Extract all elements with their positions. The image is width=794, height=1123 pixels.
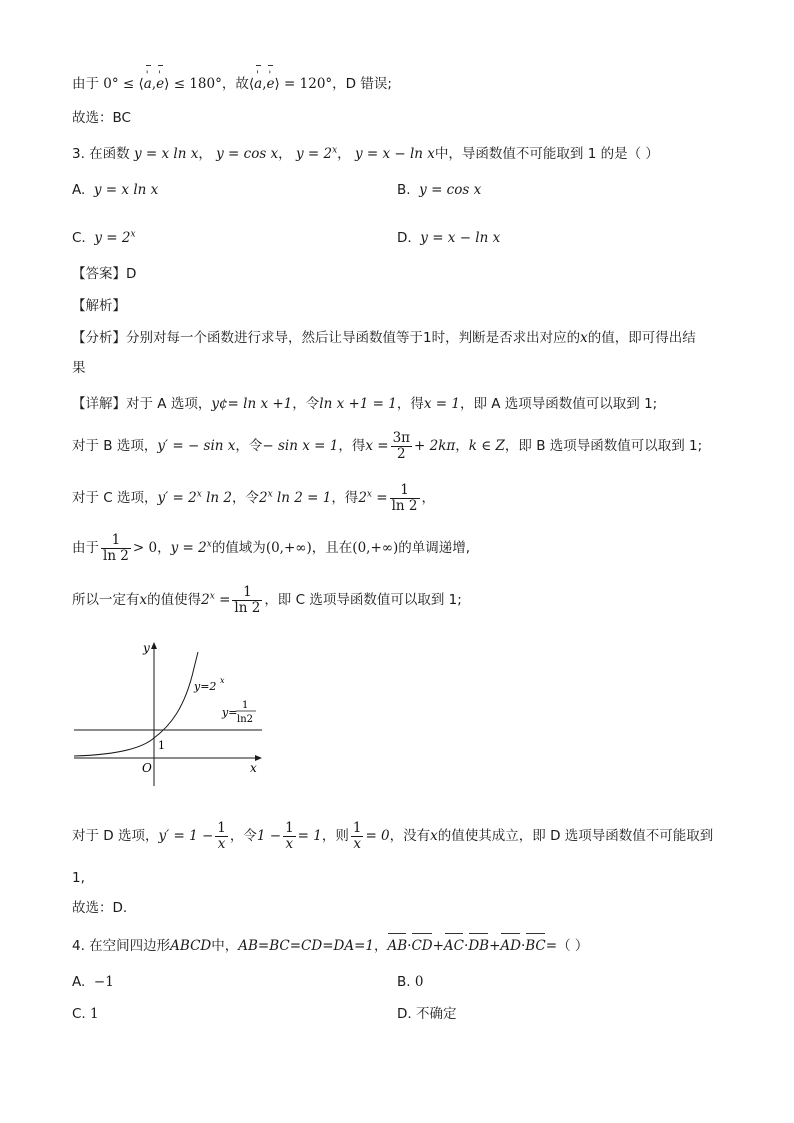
math: = bbox=[214, 592, 231, 608]
math: · bbox=[520, 938, 526, 954]
vector-bc: BC bbox=[525, 938, 546, 954]
text: ，即 C 选项导函数值可以取到 1; bbox=[264, 592, 462, 608]
detail-option-d bbox=[72, 816, 713, 856]
fraction bbox=[351, 821, 364, 852]
math: ⟩ = 120° bbox=[274, 76, 333, 92]
text: 3. 在函数 bbox=[72, 146, 130, 162]
detail-option-a bbox=[72, 394, 657, 414]
text: 4. 在空间四边形 bbox=[72, 938, 171, 954]
fraction bbox=[390, 483, 420, 514]
option-label: D. bbox=[397, 230, 412, 246]
text: 【详解】对于 A 选项， bbox=[72, 396, 212, 412]
text: 中， bbox=[211, 938, 239, 954]
option-label: A. bbox=[72, 974, 86, 990]
answer-label: 【答案】D bbox=[72, 266, 137, 282]
vector-e: ' e bbox=[266, 74, 274, 94]
numerator: 1 bbox=[352, 819, 362, 836]
math: ln 2 = 1 bbox=[272, 490, 332, 506]
text: ，且在 bbox=[311, 540, 353, 556]
math: y = 2 bbox=[170, 540, 207, 556]
text: ， bbox=[198, 146, 212, 162]
y-axis-arrow bbox=[151, 642, 157, 649]
x-axis-label: x bbox=[250, 761, 257, 775]
option-d bbox=[397, 228, 500, 248]
vector-ab: AB bbox=[387, 938, 408, 954]
math: ln 2 bbox=[201, 490, 232, 506]
math: ln x +1 = 1 bbox=[319, 396, 397, 412]
vector-ad: AD bbox=[500, 938, 521, 954]
q4-option-d bbox=[397, 1004, 456, 1024]
vector-db: DB bbox=[468, 938, 490, 954]
math: · bbox=[407, 938, 412, 954]
analysis-label: 【解析】 bbox=[72, 298, 126, 314]
text: ，得 bbox=[331, 490, 359, 506]
denominator: x bbox=[217, 835, 226, 852]
math: + bbox=[432, 938, 444, 954]
option-label: D. bbox=[397, 1006, 412, 1022]
text: ，令 bbox=[231, 490, 259, 506]
math: + 2kπ bbox=[414, 438, 456, 454]
numerator: 1 bbox=[101, 533, 131, 549]
math: y = x ln x bbox=[93, 182, 159, 198]
math: > 0 bbox=[132, 540, 158, 556]
math: ABCD bbox=[170, 938, 212, 954]
vector-a: ' a bbox=[144, 74, 152, 94]
curve-label: y=2 bbox=[194, 680, 217, 693]
math: y = 2 bbox=[94, 230, 131, 246]
denominator: ln 2 bbox=[234, 599, 261, 616]
text: 的值使得 bbox=[147, 592, 202, 608]
denominator: ln 2 bbox=[103, 547, 129, 564]
value-one-label: 1 bbox=[158, 739, 165, 752]
option-value: 不确定 bbox=[415, 1006, 457, 1022]
detail-option-d-cont: 1, bbox=[72, 870, 85, 886]
math: y = x − ln x bbox=[420, 230, 501, 246]
text: ， bbox=[157, 540, 171, 556]
text: 【分析】分别对每一个函数进行求导，然后让导函数值等于1时，判断是否求出对应的 bbox=[72, 330, 581, 346]
math: =（ ） bbox=[545, 938, 589, 954]
vector-ac: AC bbox=[443, 938, 465, 954]
text: ，没有 bbox=[389, 828, 431, 844]
exponential-graph bbox=[70, 638, 270, 790]
vector-a: ' a bbox=[254, 74, 262, 94]
math: , bbox=[262, 76, 267, 92]
fraction bbox=[391, 431, 412, 462]
option-label: A. bbox=[72, 182, 86, 198]
text: ，令 bbox=[235, 438, 263, 454]
text: ，即 B 选项导函数值可以取到 1; bbox=[504, 438, 703, 454]
math: AB=BC=CD=DA=1 bbox=[238, 938, 374, 954]
line-label: y= bbox=[222, 706, 238, 719]
denominator: 2 bbox=[397, 445, 406, 462]
fraction bbox=[101, 533, 131, 564]
text: ，得 bbox=[338, 438, 366, 454]
text: ，令 bbox=[292, 396, 320, 412]
math-exp: x bbox=[206, 539, 212, 550]
text: 对于 B 选项， bbox=[72, 438, 158, 454]
text: ， bbox=[278, 146, 292, 162]
q4-option-a bbox=[72, 972, 114, 992]
text: ，故 bbox=[221, 76, 249, 92]
math: y′ = 2 bbox=[157, 490, 197, 506]
math: x bbox=[430, 828, 438, 844]
math: y = cos x bbox=[419, 182, 482, 198]
answer-choice-d: 故选：D. bbox=[72, 900, 128, 916]
q4-option-c bbox=[72, 1004, 99, 1024]
math-exp: x bbox=[209, 591, 215, 602]
detail-therefore bbox=[72, 582, 462, 618]
math: y = cos x bbox=[216, 146, 279, 162]
vector-e: ' e bbox=[156, 74, 164, 94]
text: ，则 bbox=[321, 828, 349, 844]
option-label: C. bbox=[72, 230, 86, 246]
math: k ∈ Z bbox=[468, 438, 505, 454]
math: (0,+∞) bbox=[265, 540, 312, 556]
math: · bbox=[464, 938, 469, 954]
math-exp: x bbox=[196, 489, 202, 500]
option-value: −1 bbox=[93, 974, 114, 990]
math: x = bbox=[365, 438, 389, 454]
text: ， bbox=[455, 438, 469, 454]
exponential-curve bbox=[74, 652, 198, 756]
option-label: C. bbox=[72, 1006, 86, 1022]
option-c bbox=[72, 228, 136, 248]
math: y = 2 bbox=[295, 146, 333, 162]
question-3-stem bbox=[72, 144, 659, 164]
math: 2 bbox=[358, 490, 367, 506]
numerator: 1 bbox=[217, 819, 226, 836]
text: 的单调递增, bbox=[398, 540, 471, 556]
q4-option-b bbox=[397, 972, 423, 992]
text: 由于 bbox=[72, 76, 99, 92]
analysis-paragraph-cont: 果 bbox=[72, 360, 86, 376]
text: 中，导函数值不可能取到 1 的是（ ） bbox=[434, 146, 659, 162]
fraction bbox=[232, 585, 262, 616]
text: ，D 错误; bbox=[332, 76, 392, 92]
numerator: 1 bbox=[390, 483, 420, 499]
text: 对于 C 选项， bbox=[72, 490, 158, 506]
denominator: x bbox=[285, 835, 294, 852]
math: y = x ln x bbox=[133, 146, 199, 162]
math: y¢= ln x +1 bbox=[211, 396, 293, 412]
curve-label-exp: x bbox=[220, 676, 225, 685]
text: 的值，即可得出结 bbox=[587, 330, 696, 346]
math: + bbox=[489, 938, 501, 954]
math: 2 bbox=[258, 490, 268, 506]
text: ，得 bbox=[396, 396, 424, 412]
text: 对于 D 选项， bbox=[72, 828, 159, 844]
option-value: 0 bbox=[414, 974, 424, 990]
answer-choice-bc: 故选：BC bbox=[72, 110, 131, 126]
option-a bbox=[72, 180, 158, 200]
line-label-num: 1 bbox=[242, 700, 249, 711]
math: ⟩ ≤ 180° bbox=[164, 76, 222, 92]
text: 所以一定有 bbox=[72, 592, 140, 608]
fraction bbox=[215, 821, 228, 852]
math-exp: x bbox=[366, 489, 372, 500]
option-value: 1 bbox=[90, 1006, 99, 1022]
math: y′ = − sin x bbox=[157, 438, 236, 454]
numerator: 1 bbox=[232, 585, 262, 601]
denominator: x bbox=[353, 835, 361, 852]
math: y′ = 1 − bbox=[158, 828, 214, 844]
math: 1 − bbox=[256, 828, 282, 844]
math-exp: x bbox=[332, 145, 338, 156]
y-axis-label: y bbox=[143, 641, 150, 655]
detail-option-c bbox=[72, 480, 435, 516]
detail-option-b bbox=[72, 428, 702, 464]
math-exp: x bbox=[267, 489, 273, 500]
math: , bbox=[151, 76, 157, 92]
origin-label: O bbox=[142, 761, 152, 775]
text: ，令 bbox=[229, 828, 257, 844]
conclusion-line-angle bbox=[72, 74, 392, 94]
math: 2 bbox=[201, 592, 210, 608]
math-exp: x bbox=[130, 229, 136, 240]
detail-since bbox=[72, 530, 470, 566]
math: x bbox=[139, 592, 148, 608]
text: 的值使其成立，即 D 选项导函数值不可能取到 bbox=[437, 828, 714, 844]
text: ， bbox=[373, 938, 388, 954]
vector-cd: CD bbox=[411, 938, 433, 954]
fraction bbox=[283, 821, 296, 852]
math: ⟨ bbox=[248, 76, 255, 92]
option-b bbox=[397, 180, 481, 200]
math: y = x − ln x bbox=[354, 146, 435, 162]
math: (0,+∞) bbox=[352, 540, 399, 556]
math: x = 1 bbox=[423, 396, 460, 412]
option-label: B. bbox=[397, 974, 411, 990]
analysis-paragraph bbox=[72, 328, 696, 348]
question-4-stem bbox=[72, 936, 588, 956]
line-label-den: ln2 bbox=[237, 714, 254, 725]
option-label: B. bbox=[397, 182, 411, 198]
numerator: 1 bbox=[285, 819, 294, 836]
text: ，即 A 选项导函数值可以取到 1; bbox=[459, 396, 658, 412]
math: = 1 bbox=[297, 828, 322, 844]
math: x bbox=[580, 330, 588, 346]
math: 0° ≤ ⟨ bbox=[103, 76, 144, 92]
numerator: 3π bbox=[392, 429, 411, 446]
math: = bbox=[371, 490, 388, 506]
math: = 0 bbox=[365, 828, 390, 844]
text: 的值域为 bbox=[211, 540, 266, 556]
math: − sin x = 1 bbox=[262, 438, 339, 454]
text: ， bbox=[421, 490, 435, 506]
text: ， bbox=[337, 146, 351, 162]
text: 由于 bbox=[72, 540, 99, 556]
denominator: ln 2 bbox=[391, 497, 418, 514]
